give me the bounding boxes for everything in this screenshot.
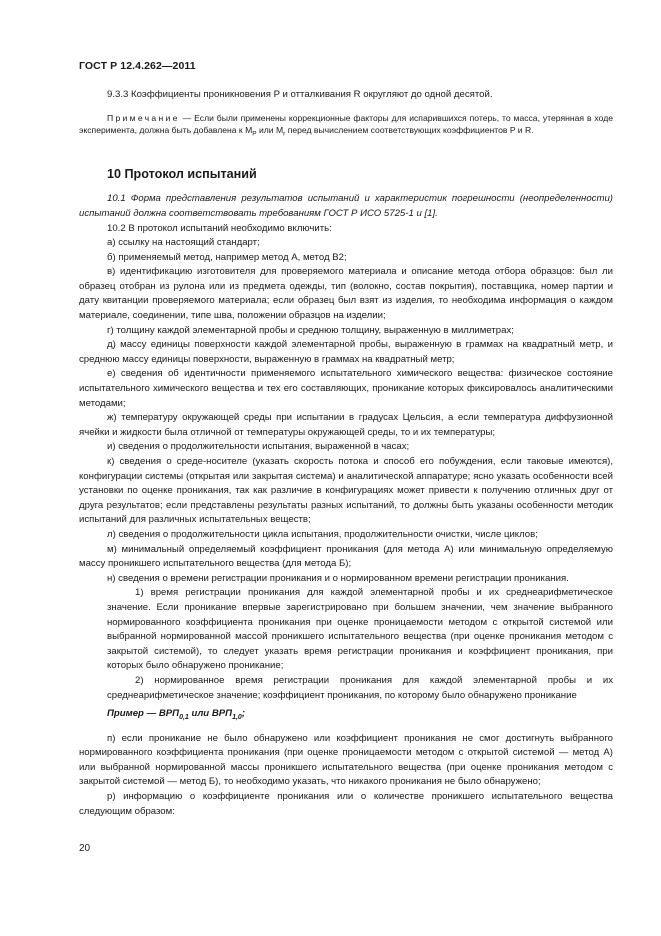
list-subitem-n-1: 1) время регистрации проникания для каждой элементарной пробы и их среднеарифметическое значение. Если проникание впервые зарегистрировано при большем значении, чем значение выбранного нормированного коэффициента проникания при оценке проницаемости методом с открытой системой или выбранной нормированной массой проникшего испытательного вещества (при оценке проникания методом с закрытой системой), то следует указать время регистрации проникания и коэффициент проникания, при которых было обнаружено проникание;: [107, 587, 613, 672]
note-label: Примечание: [107, 112, 180, 123]
list-item-k: к) сведения о среде-носителе (указать скорость потока и способ его побуждения, если таковые имеются), конфигурации системы (открытая или закрытая система) и аналитической аппаратуре; ясно указать особенности всей установки по оценке проникания, так как различие в конфигурациях может привести к получению отличных друг от друга результатов; если представлены результаты разных испытаний, то должны быть указаны особенности методик испытаний для различных испытательных веществ;: [79, 456, 613, 526]
list-item-n: н) сведения о времени регистрации проникания и о нормированном времени регистрации проникания.: [107, 572, 569, 584]
paragraph-9-3-3: 9.3.3 Коэффициенты проникновения P и отталкивания R округляют до одной десятой.: [107, 89, 493, 100]
list-item-zh: ж) температуру окружающей среды при испытании в градусах Цельсия, а если температура диффузионной ячейки и жидкости была отличной от температуры окружающей среды, то и их температуры;: [79, 412, 613, 438]
list-item-i: и) сведения о продолжительности испытания, выраженной в часах;: [107, 441, 410, 453]
list-subitem-n-2: 2) нормированное время регистрации проникания для каждой элементарной пробы и их среднеарифметическое значение; коэффициент проникания, по которому было обнаружено проникание: [107, 674, 613, 701]
list-item-e: е) сведения об идентичности применяемого испытательного химического вещества: физическое состояние испытательного химического вещества и тех его составляющих, проникание которых фиксировалось аналитическими методами;: [79, 368, 613, 409]
list-item-g: г) толщину каждой элементарной пробы и среднюю толщину, выраженную в миллиметрах;: [107, 324, 514, 336]
page-number: 20: [79, 843, 91, 854]
section-title: 10 Протокол испытаний: [107, 166, 257, 181]
note-paragraph: Примечание — Если были применены коррекционные факторы для испарившихся потерь, то масса, утерянная в ходе эксперимента, должна быть добавлена к $M_P$ или $M_r$ перед вычислением соответствующих коэффициентов P и R.: [79, 112, 613, 138]
list-item-v: в) идентификацию изготовителя для проверяемого материала и описание метода отбора образцов: был ли образец отобран из рулона или из предмета одежды, тип (волокно, состав покрытия), поставщика, номер партии и дату квитанции проверяемого материала; если образец был взят из изделия, то необходима информация о каждом материале, соединении, типе шва, положении образцов на изделии;: [79, 266, 613, 322]
list-item-p: п) если проникание не было обнаружено или коэффициент проникания не смог достигнуть выбранного нормированного коэффициента проникания (при оценке проницаемости методом с открытой системой — метод А) или выбранной нормированной массы проникшего испытательного вещества (при оценке проникания методом с закрытой системой — метод Б), то необходимо указать, что никакого проникания не было обнаружено;: [79, 732, 613, 788]
list-item-r: р) информацию о коэффициенте проникания или о количестве проникшего испытательного вещества следующим образом:: [79, 790, 613, 817]
document-body: [79, 88, 613, 819]
list-item-m: м) минимальный определяемый коэффициент проникания (для метода А) или минимальную определяемую массу проникшего испытательного вещества (для метода Б);: [79, 543, 613, 570]
example-line: Пример — $ВРП_{0,1}$ или $ВРП_{1,0}$;: [107, 708, 246, 721]
list-item-d: д) массу единицы поверхности каждой элементарной пробы, выраженную в граммах на квадратный метр, и среднюю массу единицы поверхности, выраженную в граммах на квадратный метр;: [79, 339, 613, 365]
list-item-a: а) ссылку на настоящий стандарт;: [107, 237, 260, 249]
paragraph-10-2: 10.2 В протокол испытаний необходимо включить:: [107, 222, 332, 234]
paragraph-10-1: 10.1 Форма представления результатов испытаний и характеристик погрешности (неопределенности) испытаний должна соответствовать требованиям ГОСТ Р ИСО 5725-1 и [1].: [79, 193, 613, 219]
list-item-l: л) сведения о продолжительности цикла испытания, продолжительности очистки, числе циклов;: [107, 528, 538, 540]
document-code-header: ГОСТ Р 12.4.262—2011: [79, 60, 196, 72]
list-item-b: б) применяемый метод, например метод А, метод В2;: [107, 251, 347, 263]
